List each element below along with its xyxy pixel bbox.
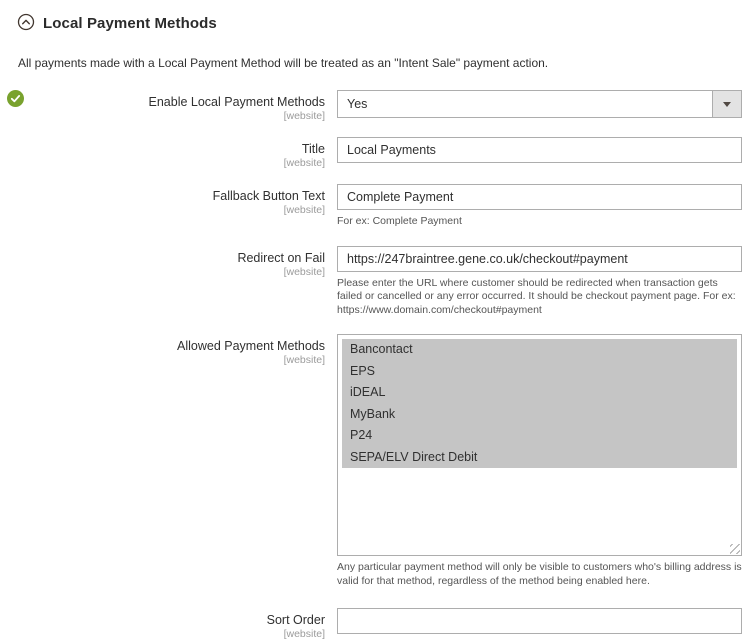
allowed-methods-field-note: Any particular payment method will only be visible to customers who's billing address is valid for that method, regardless of the method being enabled here. — [337, 561, 742, 587]
multiselect-option-eps[interactable]: EPS — [342, 361, 737, 383]
field-label-cell — [17, 137, 325, 169]
enable-select-value: Yes — [347, 97, 368, 111]
field-label-cell — [17, 334, 325, 588]
title-field-label: Title — [301, 142, 325, 156]
fallback-scope-label: [website] — [283, 204, 325, 216]
field-row-enable — [17, 90, 742, 122]
allowed-methods-field-label: Allowed Payment Methods — [177, 339, 325, 353]
fallback-field-note: For ex: Complete Payment — [337, 215, 462, 227]
enable-scope-label: [website] — [283, 110, 325, 122]
chevron-down-icon — [712, 91, 741, 117]
config-form — [17, 90, 742, 640]
collapse-section-button[interactable] — [17, 13, 35, 34]
field-row-fallback — [17, 184, 742, 229]
section-header — [17, 13, 742, 34]
redirect-scope-label: [website] — [283, 265, 325, 278]
section-title: Local Payment Methods — [43, 15, 217, 32]
resize-grip-icon[interactable] — [730, 544, 740, 554]
multiselect-option-sepa-elv[interactable]: SEPA/ELV Direct Debit — [342, 447, 737, 469]
field-row-redirect — [17, 246, 742, 318]
multiselect-option-ideal[interactable]: iDEAL — [342, 382, 737, 404]
fallback-field-label: Fallback Button Text — [212, 189, 325, 203]
chevron-up-circle-icon — [17, 13, 35, 34]
section-description: All payments made with a Local Payment Method will be treated as an "Intent Sale" payment action. — [18, 56, 549, 70]
enable-field-label: Enable Local Payment Methods — [148, 95, 325, 109]
fallback-button-text-input[interactable] — [337, 184, 742, 210]
redirect-field-label: Redirect on Fail — [237, 250, 325, 265]
enable-select[interactable] — [337, 90, 742, 118]
field-label-cell — [17, 90, 325, 122]
sort-order-input[interactable] — [337, 608, 742, 634]
field-label-cell — [17, 608, 325, 640]
field-label-cell — [17, 184, 325, 229]
sort-order-scope-label: [website] — [283, 628, 325, 640]
check-circle-icon — [7, 90, 24, 107]
field-row-allowed-methods — [17, 334, 742, 588]
sort-order-field-label: Sort Order — [266, 613, 325, 627]
multiselect-option-bancontact[interactable]: Bancontact — [342, 339, 737, 361]
title-input[interactable] — [337, 137, 742, 163]
redirect-field-note: Please enter the URL where customer should be redirected when transaction gets failed or cancelled or any error occurred. It should be checkout payment page. For ex: https://www.domain.com/checkout#payment — [337, 276, 736, 316]
field-row-sort-order — [17, 608, 742, 640]
field-label-cell — [17, 246, 325, 318]
allowed-methods-scope-label: [website] — [283, 354, 325, 366]
redirect-on-fail-input[interactable] — [337, 246, 742, 272]
title-scope-label: [website] — [283, 157, 325, 169]
multiselect-option-p24[interactable]: P24 — [342, 425, 737, 447]
allowed-payment-methods-multiselect[interactable] — [337, 334, 742, 556]
field-row-title — [17, 137, 742, 169]
multiselect-option-mybank[interactable]: MyBank — [342, 404, 737, 426]
